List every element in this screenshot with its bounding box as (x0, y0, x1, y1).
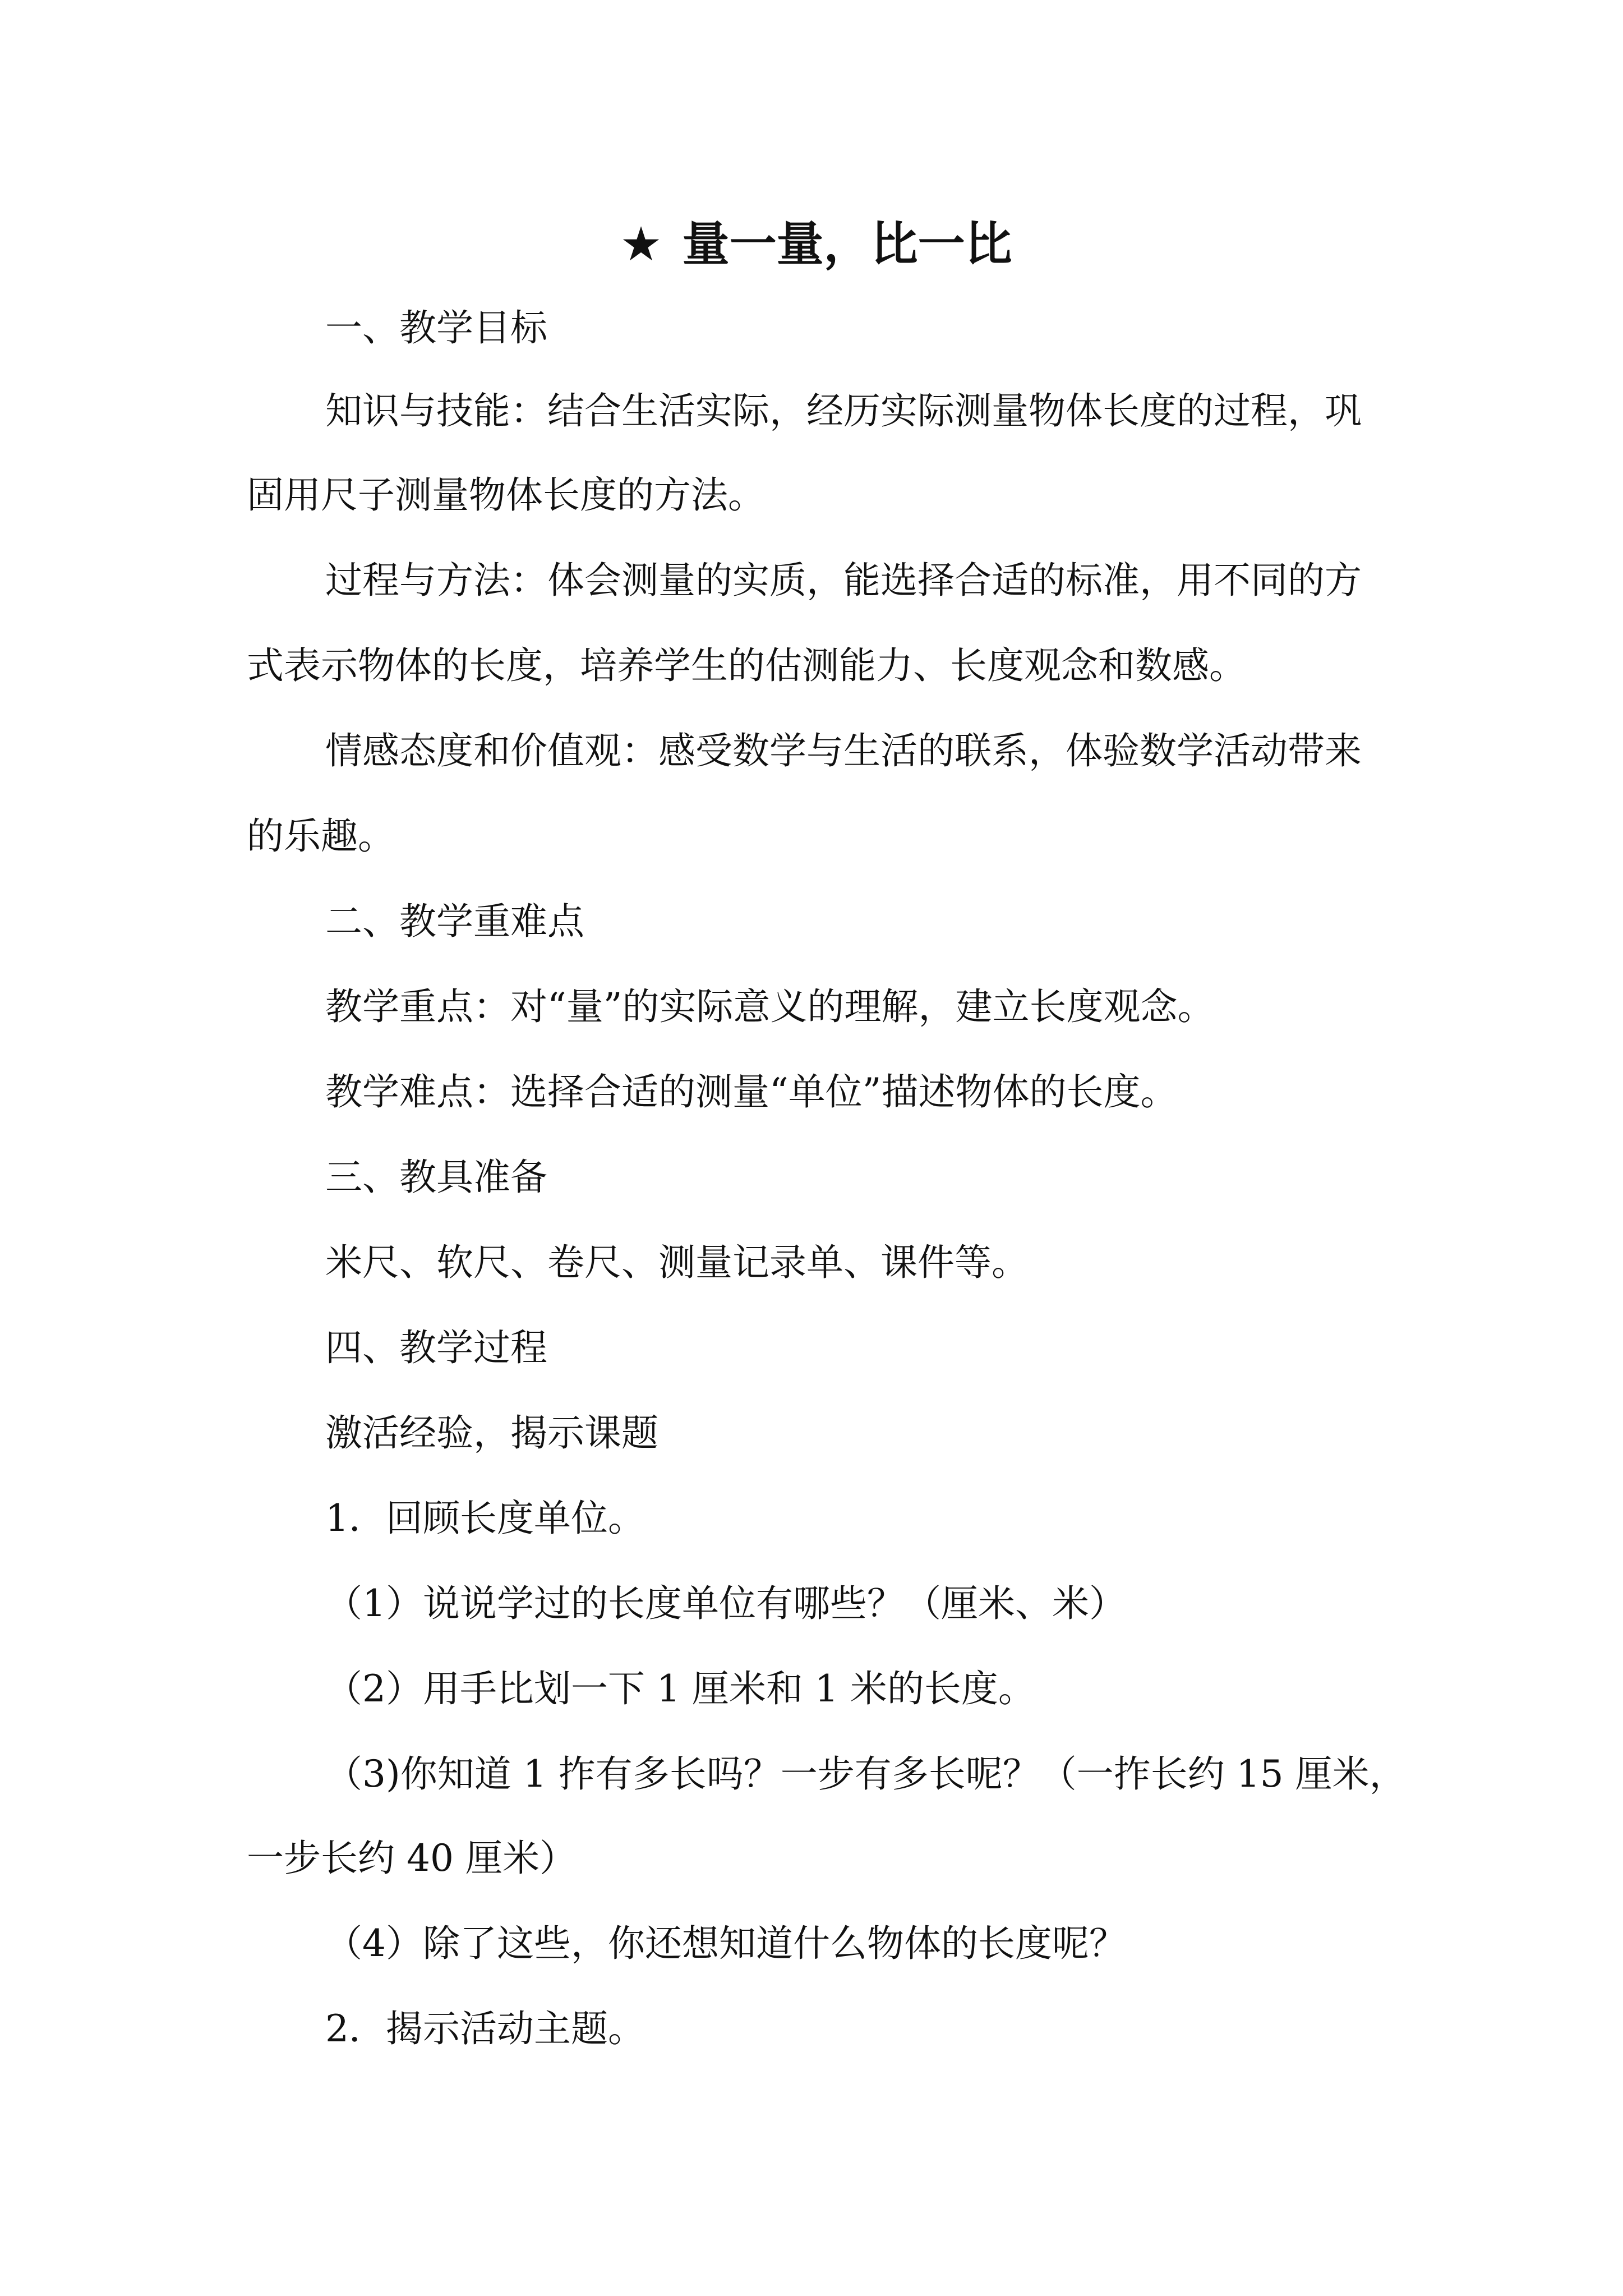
paragraph-line: 教学重点：对“量”的实际意义的理解，建立长度观念。 (325, 985, 1215, 1028)
list-item: 2．揭示活动主题。 (325, 2007, 645, 2050)
paragraph-line: 的乐趣。 (247, 815, 395, 858)
star-icon: ★ (620, 217, 662, 272)
paragraph-line: 式表示物体的长度，培养学生的估测能力、长度观念和数感。 (247, 644, 1246, 687)
paragraph-line: 过程与方法：体会测量的实质，能选择合适的标准，用不同的方 (325, 559, 1362, 602)
paragraph-line: 米尺、软尺、卷尺、测量记录单、课件等。 (325, 1241, 1029, 1284)
paragraph-line: 教学难点：选择合适的测量“单位”描述物体的长度。 (325, 1070, 1178, 1114)
paragraph-line: 知识与技能：结合生活实际，经历实际测量物体长度的过程，巩 (325, 389, 1362, 432)
title-text: 量一量，比一比 (682, 216, 1012, 272)
section-heading-materials: 三、教具准备 (325, 1156, 547, 1199)
list-item: （2）用手比划一下 1 厘米和 1 米的长度。 (325, 1667, 1035, 1710)
document-page (247, 0, 1407, 2296)
list-item: 1．回顾长度单位。 (325, 1497, 645, 1540)
list-item: （3)你知道 1 拃有多长吗？一步有多长呢？（一拃长约 15 厘米， (325, 1752, 1407, 1796)
paragraph-line: 固用尺子测量物体长度的方法。 (247, 473, 765, 517)
paragraph-line: 情感态度和价值观：感受数学与生活的联系，体验数学活动带来 (325, 729, 1362, 772)
subsection-heading: 激活经验，揭示课题 (325, 1411, 658, 1455)
list-item: （4）除了这些，你还想知道什么物体的长度呢？ (325, 1922, 1126, 1965)
section-heading-key-points: 二、教学重难点 (325, 900, 584, 943)
section-heading-process: 四、教学过程 (325, 1326, 547, 1369)
list-item: （1）说说学过的长度单位有哪些？（厘米、米） (325, 1582, 1126, 1625)
list-item-continuation: 一步长约 40 厘米） (247, 1837, 577, 1880)
section-heading-objectives: 一、教学目标 (325, 306, 547, 349)
document-title (247, 210, 1385, 278)
